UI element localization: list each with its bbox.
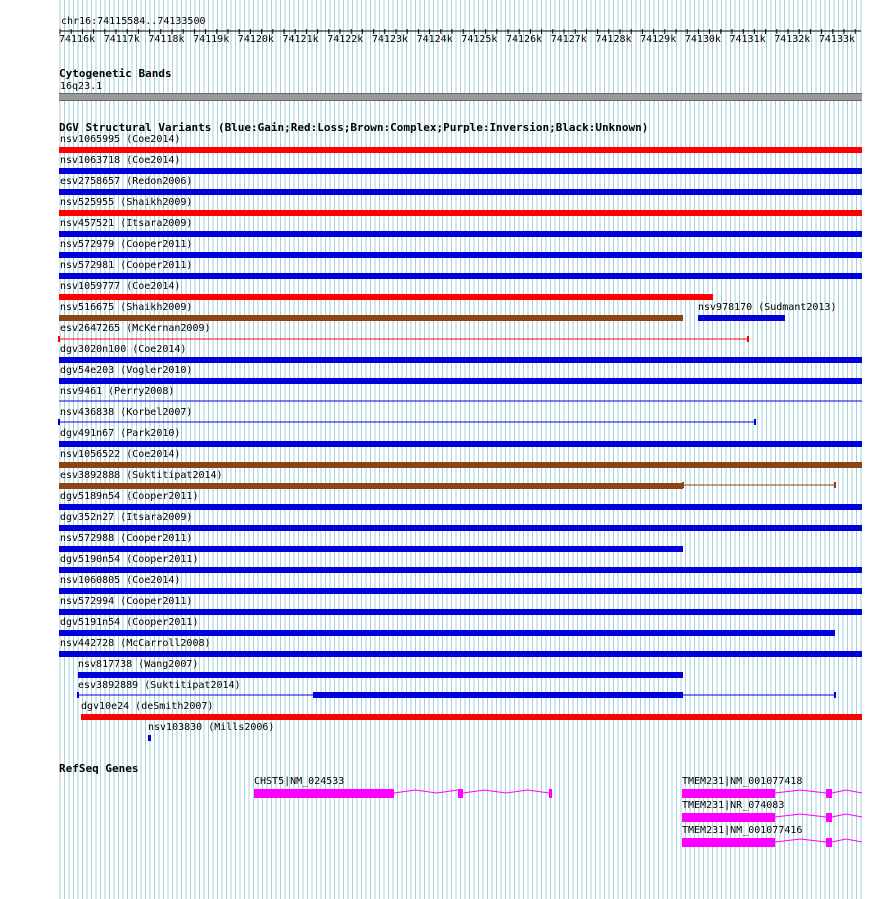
dgv-feature-label[interactable]: dgv3020n100 (Coe2014) [60,344,187,355]
ruler-tick-label: 74124k [416,34,453,45]
dgv-feature-label[interactable]: dgv5191n54 (Cooper2011) [60,617,199,628]
cytoband-label: 16q23.1 [60,81,103,92]
dgv-feature-bar [78,672,683,678]
exon [682,789,775,798]
dgv-feature-bar [59,630,835,636]
dgv-feature-bar [59,609,862,615]
dgv-feature-bar [59,252,862,258]
ruler-tick-label: 74132k [774,34,811,45]
refseq-gene-label[interactable]: TMEM231|NR_074083 [682,800,785,811]
dgv-feature-label[interactable]: nsv103830 (Mills2006) [148,722,275,733]
dgv-feature-bar [59,504,862,510]
dgv-feature-label[interactable]: esv2647265 (McKernan2009) [60,323,211,334]
intron [832,790,862,793]
dgv-feature-label[interactable]: nsv572994 (Cooper2011) [60,596,193,607]
dgv-feature-label[interactable]: nsv572988 (Cooper2011) [60,533,193,544]
intron [775,814,826,817]
dgv-feature-bar [81,714,862,720]
dgv-feature-bar [59,273,862,279]
dgv-feature-label[interactable]: dgv491n67 (Park2010) [60,428,181,439]
dgv-feature-bar [59,294,713,300]
intron [832,814,862,817]
ruler-tick-label: 74123k [371,34,409,45]
ruler-tick-label: 74117k [103,34,140,45]
exon [549,789,552,798]
dgv-feature-label[interactable]: nsv9461 (Perry2008) [60,386,175,397]
dgv-feature-label[interactable]: nsv516675 (Shaikh2009) [60,302,193,313]
dgv-feature-bar [59,357,862,363]
dgv-feature-label[interactable]: nsv1060805 (Coe2014) [60,575,181,586]
refseq-track-title: RefSeq Genes [59,762,139,775]
dgv-feature-label[interactable]: nsv572979 (Cooper2011) [60,239,193,250]
exon [458,789,463,798]
ruler-tick-label: 74130k [684,34,721,45]
refseq-genes[interactable] [0,770,890,860]
refseq-gene-label[interactable]: CHST5|NM_024533 [254,776,345,787]
dgv-feature-label[interactable]: dgv10e24 (deSmith2007) [81,701,214,712]
dgv-feature-label[interactable]: esv3892888 (Suktitipat2014) [60,470,223,481]
locus-label: chr16:74115584..74133500 [61,16,206,27]
dgv-feature-label[interactable]: nsv1065995 (Coe2014) [60,134,181,145]
ruler-tick-label: 74126k [506,34,543,45]
ruler-tick-label: 74125k [461,34,498,45]
dgv-feature-bar [313,692,683,698]
exon [826,838,832,847]
dgv-feature-label[interactable]: nsv817738 (Wang2007) [78,659,199,670]
exon [254,789,394,798]
dgv-feature-label[interactable]: nsv525955 (Shaikh2009) [60,197,193,208]
dgv-feature-label[interactable]: nsv1056522 (Coe2014) [60,449,181,460]
ruler-tick-label: 74131k [729,34,766,45]
dgv-feature-bar [59,546,683,552]
ruler-tick-label: 74122k [327,34,364,45]
dgv-feature-bar [59,567,862,573]
ruler-tick-label: 74129k [640,34,677,45]
dgv-feature-label[interactable]: esv2758657 (Redon2006) [60,176,193,187]
dgv-track-title: DGV Structural Variants (Blue:Gain;Red:Loss;Brown:Complex;Purple:Inversion;Black:Unknown) [59,121,649,134]
intron [775,839,826,842]
dgv-feature-bar [148,735,151,741]
dgv-feature-label[interactable]: nsv1063718 (Coe2014) [60,155,181,166]
ruler-tick-label: 74116k [59,34,96,45]
dgv-feature-bar [59,441,862,447]
exon [826,789,832,798]
dgv-feature-bar [59,147,862,153]
exon [826,813,832,822]
refseq-gene-label[interactable]: TMEM231|NM_001077418 [682,776,803,787]
intron [394,790,458,793]
cytoband-track-title: Cytogenetic Bands [59,67,172,80]
intron [832,839,862,842]
dgv-feature-label[interactable]: nsv572981 (Cooper2011) [60,260,193,271]
dgv-feature-bar [59,462,862,468]
dgv-feature-label[interactable]: esv3892889 (Suktitipat2014) [78,680,241,691]
ruler-tick-label: 74133k [818,34,856,45]
dgv-feature-label[interactable]: nsv978170 (Sudmant2013) [698,302,837,313]
dgv-feature-bar [698,315,785,321]
exon [682,813,775,822]
dgv-feature-bar [59,525,862,531]
ruler-tick-label: 74121k [282,34,319,45]
dgv-feature-label[interactable]: dgv5189n54 (Cooper2011) [60,491,199,502]
ruler-tick-label: 74128k [595,34,632,45]
dgv-feature-bar [59,588,862,594]
dgv-feature-bar [59,168,862,174]
ruler-tick-label: 74127k [550,34,587,45]
refseq-gene-label[interactable]: TMEM231|NM_001077416 [682,825,803,836]
dgv-feature-label[interactable]: dgv54e203 (Vogler2010) [60,365,193,376]
ruler-tick-label: 74118k [148,34,185,45]
ruler-tick-label: 74119k [193,34,230,45]
dgv-feature-bar [59,651,862,657]
dgv-feature-bar [59,315,683,321]
intron [463,790,549,793]
dgv-feature-bar [59,210,862,216]
dgv-feature-label[interactable]: nsv457521 (Itsara2009) [60,218,193,229]
dgv-feature-label[interactable]: nsv436838 (Korbel2007) [60,407,193,418]
dgv-feature-bar [59,231,862,237]
dgv-feature-bar [59,189,862,195]
intron [775,790,826,793]
exon [682,838,775,847]
dgv-feature-label[interactable]: dgv5190n54 (Cooper2011) [60,554,199,565]
dgv-feature-label[interactable]: nsv442728 (McCarroll2008) [60,638,211,649]
dgv-feature-label[interactable]: dgv352n27 (Itsara2009) [60,512,193,523]
ruler-tick-label: 74120k [237,34,274,45]
dgv-feature-label[interactable]: nsv1059777 (Coe2014) [60,281,181,292]
dgv-feature-bar [59,378,862,384]
dgv-feature-bar [59,483,683,489]
